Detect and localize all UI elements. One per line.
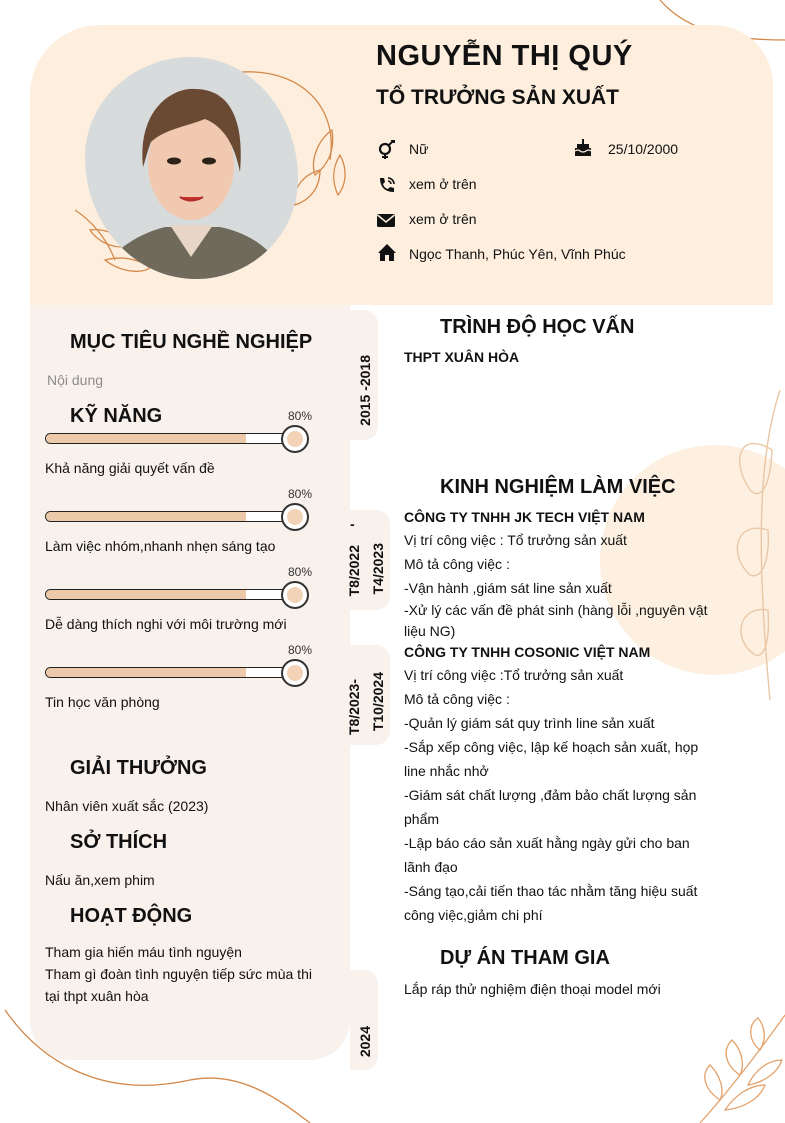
activities-line: Tham gì đoàn tình nguyện tiếp sức mùa thi xyxy=(45,966,312,982)
gender-icon xyxy=(376,140,396,160)
skill-progress-bar xyxy=(45,511,297,522)
job2-desc: lãnh đạo xyxy=(404,859,458,875)
job2-desc: -Sắp xếp công việc, lập kế hoạch sản xuất, họp xyxy=(404,739,699,755)
job1-period-dash: - xyxy=(350,516,355,532)
phone-value: xem ở trên xyxy=(409,176,477,192)
job2-desc: -Lập báo cáo sản xuất hằng ngày gửi cho ban xyxy=(404,835,690,851)
gender-value: Nữ xyxy=(409,141,429,157)
skill-label: Khả năng giải quyết vấn đề xyxy=(45,460,215,476)
job1-position: Vị trí công việc : Tổ trưởng sản xuất xyxy=(404,532,627,548)
skill-label: Làm việc nhóm,nhanh nhẹn sáng tạo xyxy=(45,538,276,554)
education-school: THPT XUÂN HÒA xyxy=(404,349,520,365)
experience-heading: KINH NGHIỆM LÀM VIỆC xyxy=(440,476,676,498)
hobbies-content: Nấu ăn,xem phim xyxy=(45,872,155,888)
skill-slider-knob xyxy=(281,425,309,453)
skill-percent: 80% xyxy=(288,643,313,657)
dob-value: 25/10/2000 xyxy=(608,141,679,157)
job1-desc: -Xử lý các vấn đề phát sinh (hàng lỗi ,nguyên vật xyxy=(404,602,708,618)
job2-desc: công việc,giảm chi phí xyxy=(404,907,543,923)
birthday-cake-icon xyxy=(573,138,593,158)
address-value: Ngọc Thanh, Phúc Yên, Vĩnh Phúc xyxy=(409,246,626,262)
skill-progress-bar xyxy=(45,667,297,678)
job1-period-start: T8/2022 xyxy=(346,545,362,597)
skills-heading: KỸ NĂNG xyxy=(70,405,163,427)
skill-slider-knob xyxy=(281,503,309,531)
objective-heading: MỤC TIÊU NGHỀ NGHIỆP xyxy=(70,331,313,353)
skill-percent: 80% xyxy=(288,565,313,579)
job2-desc: -Quản lý giám sát quy trình line sản xuất xyxy=(404,715,655,731)
job2-details xyxy=(404,663,729,927)
projects-heading: DỰ ÁN THAM GIA xyxy=(440,947,610,969)
job2-position: Vị trí công việc :Tổ trưởng sản xuất xyxy=(404,667,624,683)
objective-content: Nội dung xyxy=(47,372,104,388)
email-icon xyxy=(376,210,396,230)
hobbies-heading: SỞ THÍCH xyxy=(70,831,168,853)
job2-company: CÔNG TY TNHH COSONIC VIỆT NAM xyxy=(404,644,651,660)
activities-line: tại thpt xuân hòa xyxy=(45,988,149,1004)
job2-desc: -Giám sát chất lượng ,đảm bảo chất lượng sản xyxy=(404,787,697,803)
education-heading: TRÌNH ĐỘ HỌC VẤN xyxy=(440,316,635,338)
awards-heading: GIẢI THƯỞNG xyxy=(70,757,207,779)
job1-desc: liệu NG) xyxy=(404,623,456,639)
activities-line: Tham gia hiến máu tình nguyện xyxy=(45,944,242,960)
projects-period: 2024 xyxy=(357,1026,373,1058)
awards-content: Nhân viên xuất sắc (2023) xyxy=(45,798,209,814)
skill-slider-knob xyxy=(281,581,309,609)
job2-desc: line nhắc nhở xyxy=(404,763,489,779)
candidate-name: NGUYỄN THỊ QUÝ xyxy=(376,40,633,72)
leaf-branch-icon xyxy=(690,1010,785,1123)
projects-content: Lắp ráp thử nghiệm điện thoại model mới xyxy=(404,981,661,997)
leaf-decoration-icon xyxy=(720,390,785,710)
activities-heading: HOẠT ĐỘNG xyxy=(70,905,193,927)
job2-desc: -Sáng tạo,cải tiến thao tác nhằm tăng hiệu suất xyxy=(404,883,698,899)
job1-company: CÔNG TY TNHH JK TECH VIỆT NAM xyxy=(404,509,645,525)
job1-desc: -Vận hành ,giám sát line sản xuất xyxy=(404,580,612,596)
skill-label: Dễ dàng thích nghi với môi trường mới xyxy=(45,616,287,632)
skill-label: Tin học văn phòng xyxy=(45,694,160,710)
job2-period-start: T8/2023- xyxy=(346,679,362,736)
job2-period-end: T10/2024 xyxy=(370,672,386,732)
home-icon xyxy=(377,243,397,263)
job2-desc-label: Mô tả công việc : xyxy=(404,691,510,707)
email-value: xem ở trên xyxy=(409,211,477,227)
job2-desc: phẩm xyxy=(404,811,440,827)
skill-progress-bar xyxy=(45,433,297,444)
skill-progress-bar xyxy=(45,589,297,600)
job1-desc-label: Mô tả công việc : xyxy=(404,556,510,572)
education-period: 2015 -2018 xyxy=(357,355,373,426)
phone-icon xyxy=(377,175,397,195)
skill-percent: 80% xyxy=(288,487,313,501)
skill-percent: 80% xyxy=(288,409,313,423)
skill-slider-knob xyxy=(281,659,309,687)
job1-details xyxy=(404,528,729,642)
candidate-title: TỔ TRƯỞNG SẢN XUẤT xyxy=(376,86,619,109)
job1-period-end: T4/2023 xyxy=(370,543,386,595)
